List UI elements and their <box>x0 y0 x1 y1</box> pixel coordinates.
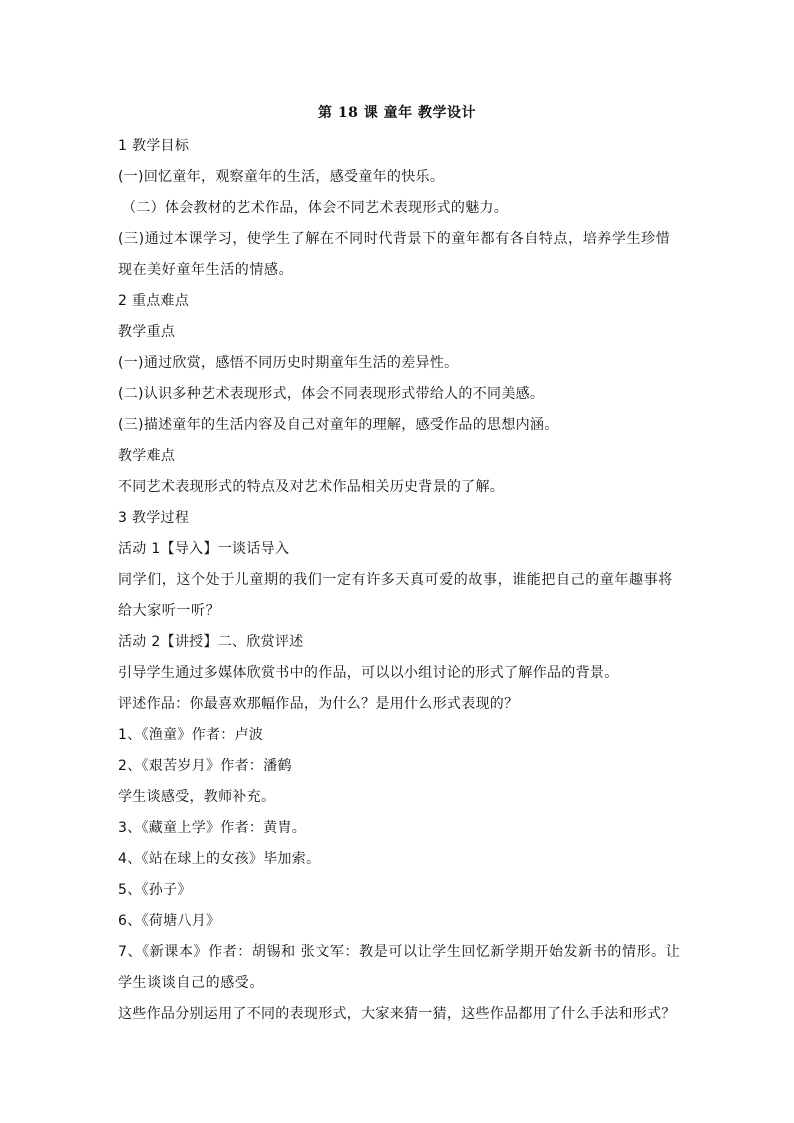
artwork-item: 5、《孙子》 <box>118 882 192 898</box>
key-point-item: (三)描述童年的生活内容及自己对童年的理解，感受作品的思想内涵。 <box>118 417 559 433</box>
section-heading-process: 3 教学过程 <box>118 510 190 526</box>
subheading-difficulties: 教学难点 <box>118 448 176 464</box>
artwork-item: 1、《渔童》作者：卢波 <box>118 727 264 743</box>
artwork-item: 6、《荷塘八月》 <box>118 913 221 929</box>
artwork-item: 7、《新课本》作者：胡锡和 张文军：教是可以让学生回忆新学期开始发新书的情形。让学生谈谈自己的感受。 <box>118 944 681 991</box>
key-point-item: (二)认识多种艺术表现形式，体会不同表现形式带给人的不同美感。 <box>118 386 545 402</box>
paragraph: 这些作品分别运用了不同的表现形式，大家来猜一猜，这些作品都用了什么手法和形式？ <box>118 1006 676 1022</box>
artwork-item: 3、《藏童上学》作者：黄胄。 <box>118 820 307 836</box>
artwork-item: 2、《艰苦岁月》作者：潘鹤 <box>118 758 292 774</box>
section-heading-key-points: 2 重点难点 <box>118 293 190 309</box>
subheading-key-points: 教学重点 <box>118 324 176 340</box>
document-title: 第 18 课 童年 教学设计 <box>318 105 476 121</box>
difficulty-item: 不同艺术表现形式的特点及对艺术作品相关历史背景的了解。 <box>118 479 505 495</box>
activity-heading: 活动 2【讲授】二、欣赏评述 <box>118 634 304 650</box>
section-heading-objectives: 1 教学目标 <box>118 138 190 154</box>
objective-item: (一)回忆童年，观察童年的生活，感受童年的快乐。 <box>118 169 445 185</box>
document-body <box>118 131 682 1030</box>
artwork-item: 4、《站在球上的女孩》毕加索。 <box>118 851 321 867</box>
paragraph: 评述作品：你最喜欢那幅作品，为什么？是用什么形式表现的？ <box>118 696 519 712</box>
objective-item: (三)通过本课学习，使学生了解在不同时代背景下的童年都有各自特点，培养学生珍惜现在美好童年生活的情感。 <box>118 231 671 278</box>
activity-heading: 活动 1【导入】一谈话导入 <box>118 541 290 557</box>
key-point-item: (一)通过欣赏，感悟不同历史时期童年生活的差异性。 <box>118 355 459 371</box>
paragraph: 引导学生通过多媒体欣赏书中的作品，可以以小组讨论的形式了解作品的背景。 <box>118 665 619 681</box>
paragraph: 同学们，这个处于儿童期的我们一定有许多天真可爱的故事，谁能把自己的童年趣事将给大家听一听？ <box>118 572 673 619</box>
objective-item: （二）体会教材的艺术作品，体会不同艺术表现形式的魅力。 <box>122 200 509 216</box>
paragraph: 学生谈感受，教师补充。 <box>118 789 276 805</box>
